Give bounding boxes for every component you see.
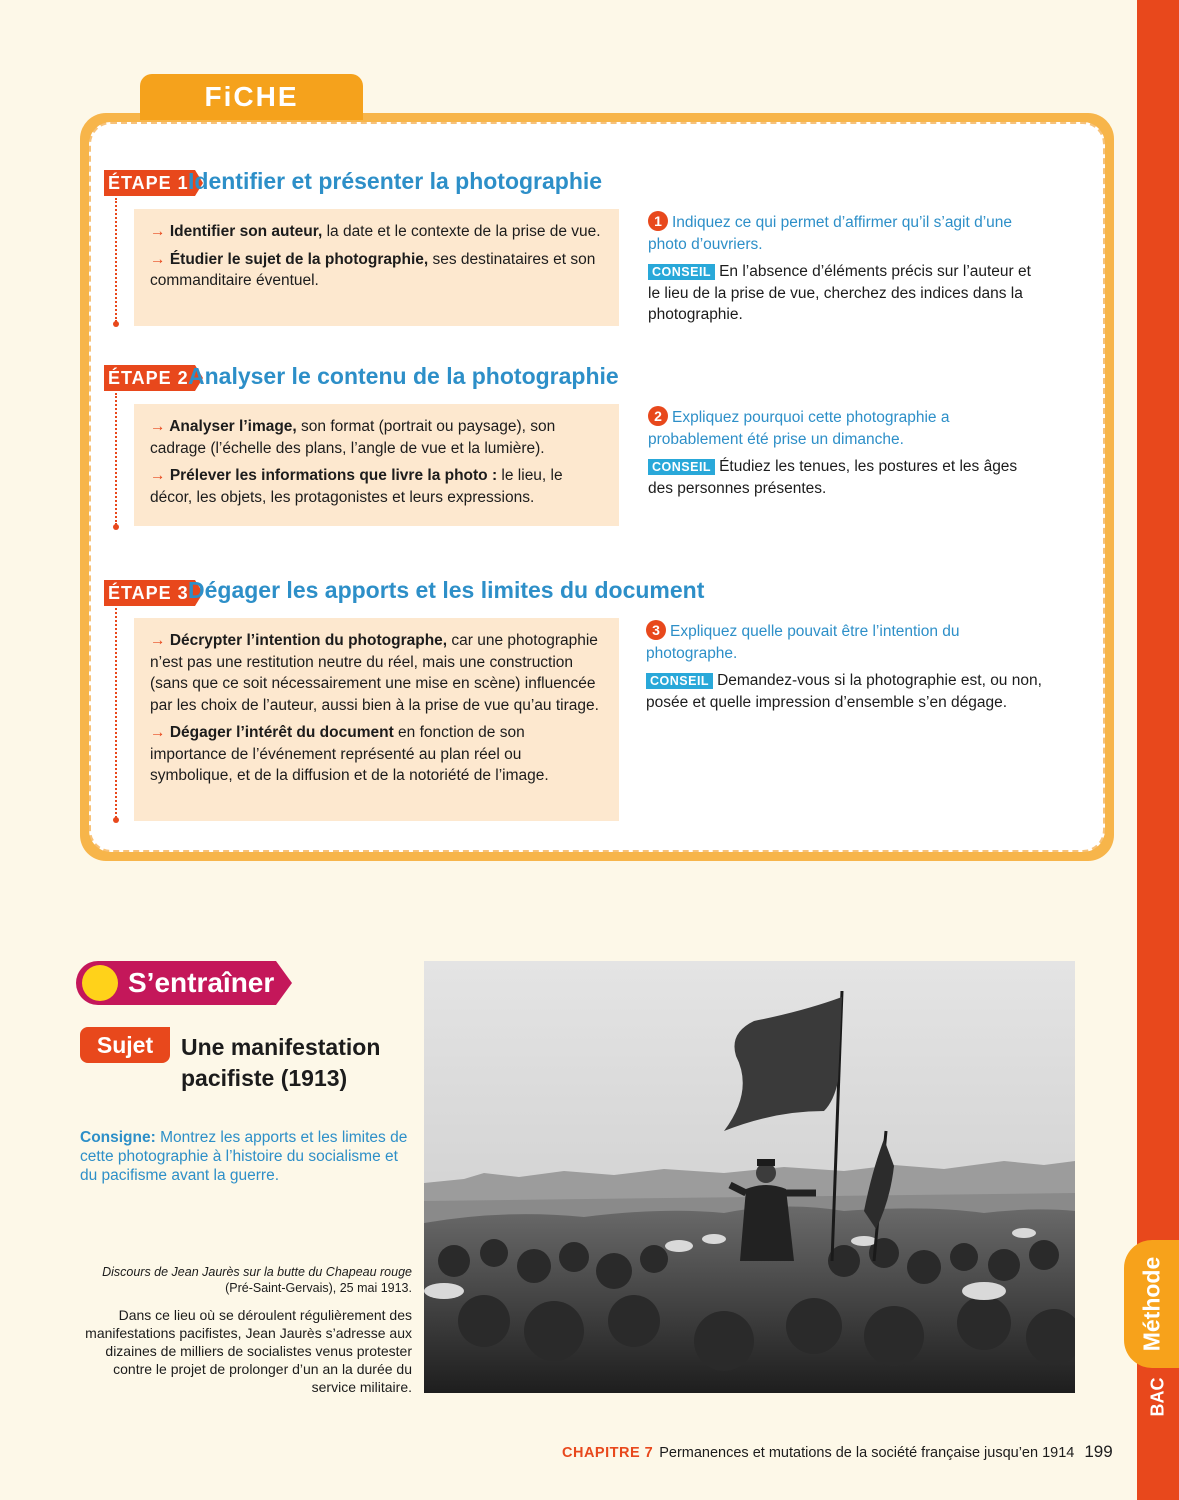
footer-title: Permanences et mutations de la société française jusqu’en 1914 [659,1445,1075,1461]
question-2-text: 2 Expliquez pourquoi cette photographie a probablement été prise un dimanche. [648,408,950,448]
etape-3-line [115,608,117,818]
conseil-2: CONSEIL Étudiez les tenues, les postures et les âges des personnes présentes. [648,458,1018,497]
conseil-badge: CONSEIL [648,459,715,475]
conseil-badge: CONSEIL [648,264,715,280]
etape-1-bullet: → Identifier son auteur, la date et le contexte de la prise de vue. [150,223,601,240]
arrow-icon: → [150,418,170,435]
photo-caption-text: Dans ce lieu où se déroulent régulièrement des manifestations pacifistes, Jean Jaurès s’adresse aux dizaines de milliers de socialistes venus protester contre le projet de prolonger d’un an la durée du service militaire. [85,1307,412,1395]
etape-2-tag: ÉTAPE 2 [104,365,195,391]
etape-2-title: Analyser le contenu de la photographie [188,363,619,389]
etape-2-box [134,404,619,526]
etape-1-line [115,198,117,322]
footer-chapter: CHAPITRE 7 [562,1445,654,1461]
etape-2-dot [113,524,119,530]
question-1 [648,211,1033,326]
etape-1-box [134,209,619,326]
yellow-dot-icon [82,965,118,1001]
sujet-tag: Sujet [80,1027,170,1063]
arrow-icon: → [150,632,170,649]
arrow-icon: → [150,724,170,741]
photo-caption-title: Discours de Jean Jaurès sur la butte du Chapeau rouge (Pré-Saint-Gervais), 25 mai 1913. [102,1265,412,1295]
question-number: 1 [648,211,668,231]
arrow-icon: → [150,250,170,268]
etape-3-title: Dégager les apports et les limites du document [188,577,705,603]
conseil-badge: CONSEIL [646,673,713,689]
etape-1-dot [113,321,119,327]
question-3 [646,620,1046,713]
etape-1-title: Identifier et présenter la photographie [188,168,603,194]
page-number: 199 [1084,1442,1113,1461]
etape-2-line [115,393,117,525]
sujet-title: Une manifestation pacifiste (1913) [181,1034,381,1091]
page-footer [562,1440,1117,1464]
side-tab-bac: BAC [1147,1377,1168,1417]
fiche-methode-tab: FiCHE MÉTHODE [140,74,363,120]
arrow-icon: → [150,467,170,484]
photo-illustration [424,961,1075,1393]
side-tab-label: Méthode [1138,1256,1164,1352]
question-2 [648,406,1033,499]
question-3-text: 3 Expliquez quelle pouvait être l’intention du photographe. [646,622,960,662]
question-number: 2 [648,406,668,426]
etape-3-box [134,618,619,821]
etape-1-tag: ÉTAPE 1 [104,170,195,196]
arrow-icon: → [150,223,170,240]
etape-2-bullet: → Prélever les informations que livre la photo : le lieu, le décor, les objets, les protagonistes et leurs expressions. [150,467,563,506]
etape-2-bullet: → Analyser l’image, son format (portrait ou paysage), son cadrage (l’échelle des plans, l’angle de vue et la lumière). [150,418,556,457]
consigne: Consigne: Montrez les apports et les limites de cette photographie à l’histoire du socialisme et du pacifisme avant la guerre. [80,1129,408,1184]
etape-1-bullet: → Étudier le sujet de la photographie, ses destinataires et son commanditaire éventuel. [150,250,596,289]
etape-3-tag: ÉTAPE 3 [104,580,195,606]
question-1-text: 1 Indiquez ce qui permet d’affirmer qu’il s’agit d’une photo d’ouvriers. [648,213,1013,253]
etape-3-dot [113,817,119,823]
etape-3-bullet: → Décrypter l’intention du photographe, car une photographie n’est pas une restitution neutre du réel, mais une construction (sans que ce soit nécessairement une mise en scène) influencée par les choix de l’auteur, aussi bien à la prise de vue qu’au tirage. [150,632,599,714]
etape-3-bullet: → Dégager l’intérêt du document en fonction de son importance de l’événement représenté au plan réel ou symbolique, et de la diffusion et de la notoriété de l’image. [150,724,549,784]
sentrainer-heading: S’entraîner [128,967,275,998]
photo-jaures-speech [424,961,1075,1393]
conseil-3: CONSEIL Demandez-vous si la photographie est, ou non, posée et quelle impression d’ensemble s’en dégage. [646,672,1042,711]
question-number: 3 [646,620,666,640]
conseil-1: CONSEIL En l’absence d’éléments précis sur l’auteur et le lieu de la prise de vue, cherchez des indices dans la photographie. [648,263,1031,323]
